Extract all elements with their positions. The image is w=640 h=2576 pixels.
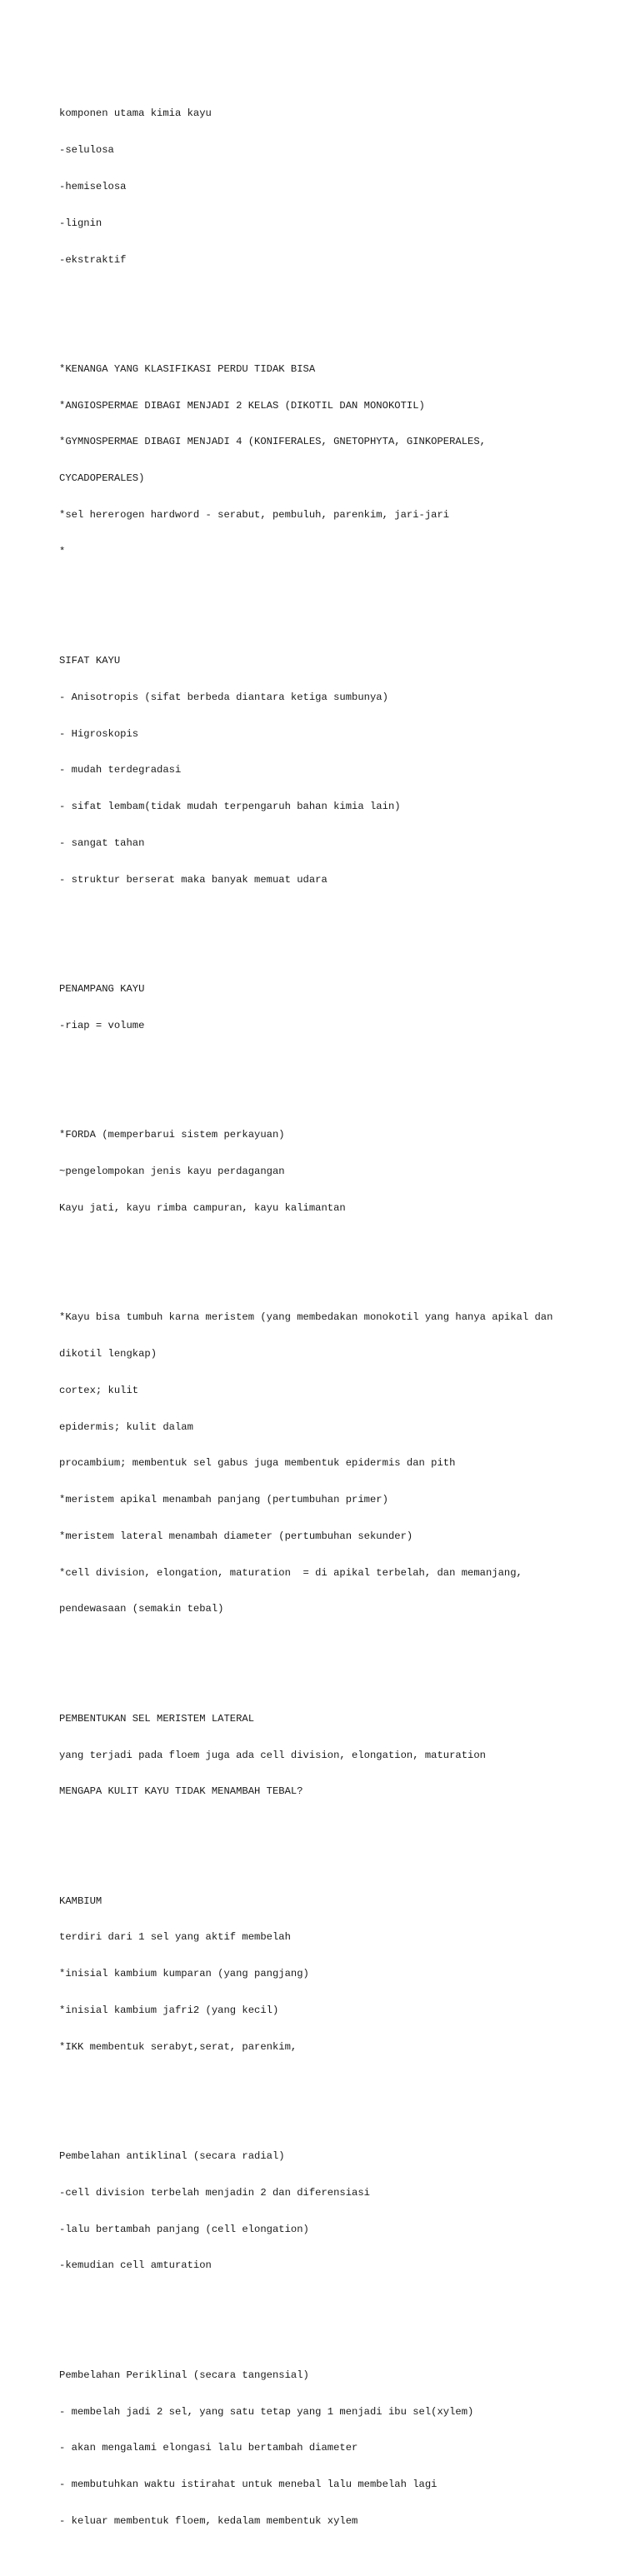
text-line: terdiri dari 1 sel yang aktif membelah [59,1931,291,1944]
text-line: -selulosa [59,144,114,157]
paragraph-penampang-kayu [59,959,626,1056]
section-heading: PEMBENTUKAN SEL MERISTEM LATERAL [59,1712,255,1725]
text-line: epidermis; kulit dalam [59,1420,193,1433]
paragraph-komponen-kimia-kayu [59,83,626,290]
text-line: - keluar membentuk floem, kedalam membentuk xylem [59,2514,358,2527]
text-line: - mudah terdegradasi [59,764,182,776]
text-line: -lignin [59,217,102,229]
section-heading: PENAMPANG KAYU [59,983,145,996]
text-line: *inisial kambium kumparan (yang pangjang) [59,1968,309,1980]
text-line: - Anisotropis (sifat berbeda diantara ketiga sumbunya) [59,691,388,703]
section-heading: KAMBIUM [59,1895,102,1907]
text-line: * [59,545,66,557]
text-line: -lalu bertambah panjang (cell elongation) [59,2223,309,2235]
section-heading: Pembelahan antiklinal (secara radial) [59,2150,285,2163]
text-line: dikotil lengkap) [59,1347,158,1360]
paragraph-meristem [59,1287,626,1640]
paragraph-sifat-kayu [59,631,626,911]
text-line: *ANGIOSPERMAE DIBAGI MENJADI 2 KELAS (DIKOTIL DAN MONOKOTIL) [59,399,425,412]
text-line: - akan mengalami elongasi lalu bertambah diameter [59,2442,358,2454]
text-line: *KENANGA YANG KLASIFIKASI PERDU TIDAK BISA [59,362,316,375]
text-line: ~pengelompokan jenis kayu perdagangan [59,1166,285,1178]
text-line: *GYMNOSPERMAE DIBAGI MENJADI 4 (KONIFERALES, GNETOPHYTA, GINKOPERALES, [59,436,486,448]
text-line: *Kayu bisa tumbuh karna meristem (yang membedakan monokotil yang hanya apikal dan [59,1311,553,1324]
text-line: *inisial kambium jafri2 (yang kecil) [59,2004,279,2016]
text-line: *IKK membentuk serabyt,serat, parenkim, [59,2040,298,2053]
text-line: *meristem apikal menambah panjang (pertumbuhan primer) [59,1494,388,1506]
text-line: -riap = volume [59,1019,145,1031]
paragraph-klasifikasi [59,339,626,582]
text-line: -cell division terbelah menjadin 2 dan diferensiasi [59,2186,370,2199]
text-line: Kayu jati, kayu rimba campuran, kayu kalimantan [59,1201,346,1214]
text-line: - sangat tahan [59,837,145,849]
paragraph-pembelahan-antiklinal [59,2126,626,2296]
text-line: yang terjadi pada floem juga ada cell division, elongation, maturation [59,1749,486,1761]
text-line: komponen utama kimia kayu [59,107,212,120]
text-line: CYCADOPERALES) [59,472,145,485]
text-line: *meristem lateral menambah diameter (pertumbuhan sekunder) [59,1530,413,1542]
section-heading: SIFAT KAYU [59,655,121,667]
paragraph-pembelahan-periklinal [59,2345,626,2552]
text-line: - membelah jadi 2 sel, yang satu tetap yang 1 menjadi ibu sel(xylem) [59,2405,474,2418]
text-line: -kemudian cell amturation [59,2259,212,2272]
section-heading: Pembelahan Periklinal (secara tangensial) [59,2369,309,2381]
text-line: *sel hererogen hardword - serabut, pembuluh, parenkim, jari-jari [59,508,450,521]
text-line: MENGAPA KULIT KAYU TIDAK MENAMBAH TEBAL? [59,1785,303,1798]
text-line: - sifat lembam(tidak mudah terpengaruh bahan kimia lain) [59,801,401,813]
text-line: *FORDA (memperbarui sistem perkayuan) [59,1129,285,1141]
paragraph-meristem-lateral [59,1689,626,1823]
text-line: pendewasaan (semakin tebal) [59,1603,224,1615]
text-line: -ekstraktif [59,253,127,266]
paragraph-forda [59,1105,626,1239]
text-line: - membutuhkan waktu istirahat untuk menebal lalu membelah lagi [59,2479,438,2491]
text-line: - Higroskopis [59,727,139,740]
text-line: *cell division, elongation, maturation = di apikal terbelah, dan memanjang, [59,1566,522,1579]
document-body [59,59,626,2576]
text-line: procambium; membentuk sel gabus juga membentuk epidermis dan pith [59,1457,456,1470]
text-line: cortex; kulit [59,1384,139,1396]
text-line: -hemiselosa [59,180,127,192]
paragraph-kambium [59,1870,626,2077]
text-line: - struktur berserat maka banyak memuat udara [59,873,328,886]
